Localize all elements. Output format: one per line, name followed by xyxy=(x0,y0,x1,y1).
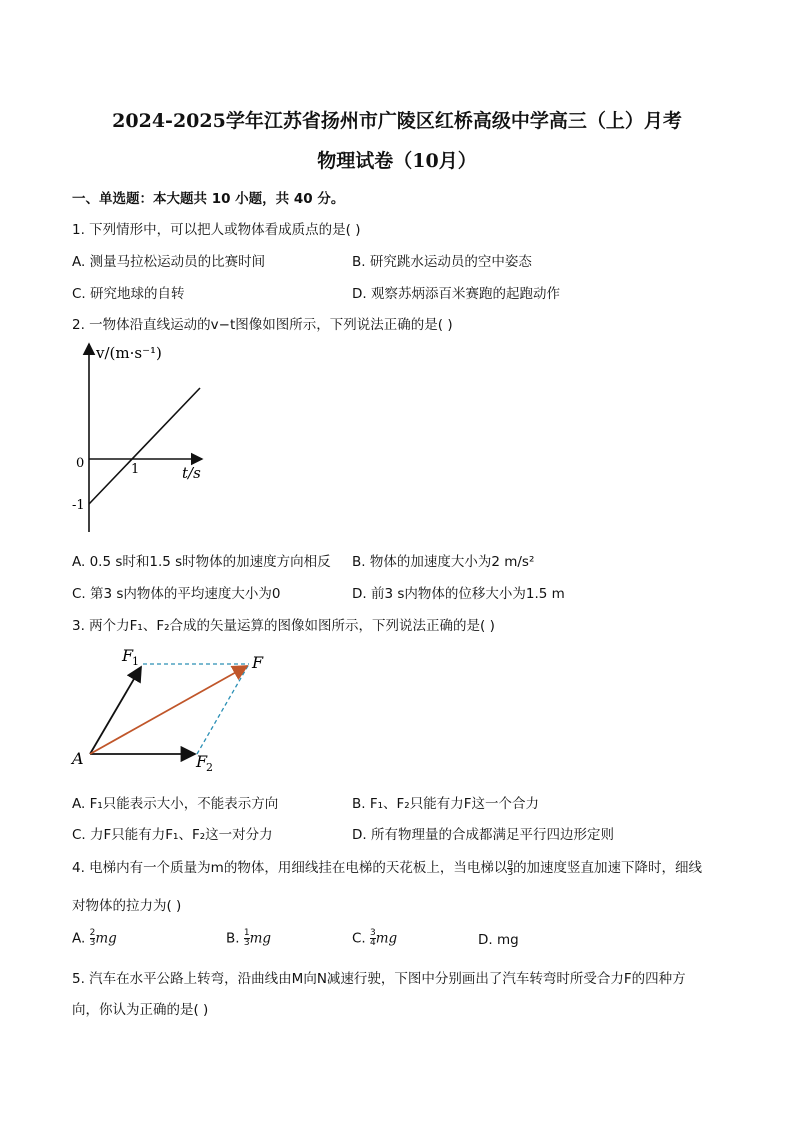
q2-option-d: D. 前3 s内物体的位移大小为1.5 m xyxy=(352,586,565,602)
fraction-denominator: 3 xyxy=(243,938,250,948)
q1-option-c: C. 研究地球的自转 xyxy=(72,286,185,302)
vt-graph xyxy=(60,336,240,541)
q4-option-d: D. mg xyxy=(478,932,519,948)
q3-option-a: A. F₁只能表示大小，不能表示方向 xyxy=(72,796,279,812)
fraction-numerator: 3 xyxy=(370,928,376,938)
section-heading: 一、单选题：本大题共 10 小题，共 40 分。 xyxy=(72,191,345,207)
q3-option-c: C. 力F只能有力F₁、F₂这一对分力 xyxy=(72,827,273,843)
option-value: mg xyxy=(249,930,272,947)
t-tick-1: 1 xyxy=(131,462,140,477)
q4-stem-line2: 对物体的拉力为( ) xyxy=(72,898,182,914)
t-axis-label: t/s xyxy=(182,464,201,482)
q2-option-a: A. 0.5 s时和1.5 s时物体的加速度方向相反 xyxy=(72,554,331,570)
option-letter: B. xyxy=(226,930,240,947)
f1-label: F xyxy=(122,646,134,665)
f2-subscript: 2 xyxy=(206,761,213,774)
option-value: mg xyxy=(375,930,398,947)
q1-option-d: D. 观察苏炳添百米赛跑的起跑动作 xyxy=(352,286,560,302)
v-tick-neg1: -1 xyxy=(72,498,85,513)
resultant-f-vector xyxy=(90,666,247,754)
exam-title: 2024-2025学年江苏省扬州市广陵区红桥高级中学高三（上）月考 xyxy=(112,110,682,132)
q4-stem-part1: 4. 电梯内有一个质量为m的物体，用细线挂在电梯的天花板上，当电梯以 xyxy=(72,860,508,876)
f-label: F xyxy=(252,653,264,672)
q4-option-b xyxy=(226,929,271,948)
q1-option-a: A. 测量马拉松运动员的比赛时间 xyxy=(72,254,266,270)
q3-option-d: D. 所有物理量的合成都满足平行四边形定则 xyxy=(352,827,614,843)
q1-stem: 1. 下列情形中，可以把人或物体看成质点的是( ) xyxy=(72,222,361,238)
q4-option-a xyxy=(72,929,117,948)
option-letter: A. xyxy=(72,930,86,947)
q5-stem-line2: 向，你认为正确的是( ) xyxy=(72,1002,209,1018)
exam-subtitle: 物理试卷（10月） xyxy=(317,150,477,172)
fraction-denominator: 3 xyxy=(89,938,96,948)
fraction-denominator: 3 xyxy=(507,867,514,878)
dashed-right-edge xyxy=(197,664,249,754)
fraction-denominator: 4 xyxy=(370,938,376,948)
origin-label: 0 xyxy=(76,456,85,471)
f2-label: F xyxy=(196,752,208,771)
q4-stem-part2: 的加速度竖直加速下降时，细线 xyxy=(513,860,703,876)
q3-stem: 3. 两个力F₁、F₂合成的矢量运算的图像如图所示，下列说法正确的是( ) xyxy=(72,618,495,634)
force-diagram xyxy=(66,640,286,780)
q2-stem: 2. 一物体沿直线运动的v−t图像如图所示，下列说法正确的是( ) xyxy=(72,317,453,333)
velocity-line xyxy=(89,388,200,504)
q3-option-b: B. F₁、F₂只能有力F这一个合力 xyxy=(352,796,539,812)
q1-option-b: B. 研究跳水运动员的空中姿态 xyxy=(352,254,532,270)
fraction-numerator: g xyxy=(507,857,514,868)
q2-option-b: B. 物体的加速度大小为2 m/s² xyxy=(352,554,535,570)
fraction-numerator: 1 xyxy=(243,928,250,938)
q2-option-c: C. 第3 s内物体的平均速度大小为0 xyxy=(72,586,281,602)
point-a-label: A xyxy=(72,749,84,768)
f1-vector xyxy=(90,667,141,754)
q4-option-c xyxy=(352,929,397,948)
q4-stem xyxy=(72,856,702,878)
f1-subscript: 1 xyxy=(132,655,139,668)
fraction-numerator: 2 xyxy=(89,928,96,938)
option-value: mg xyxy=(95,930,117,947)
q5-stem-line1: 5. 汽车在水平公路上转弯，沿曲线由M向N减速行驶，下图中分别画出了汽车转弯时所受合力F的四种方 xyxy=(72,971,686,987)
option-letter: C. xyxy=(352,930,366,947)
v-axis-label: v/(m·s⁻¹) xyxy=(96,344,162,362)
